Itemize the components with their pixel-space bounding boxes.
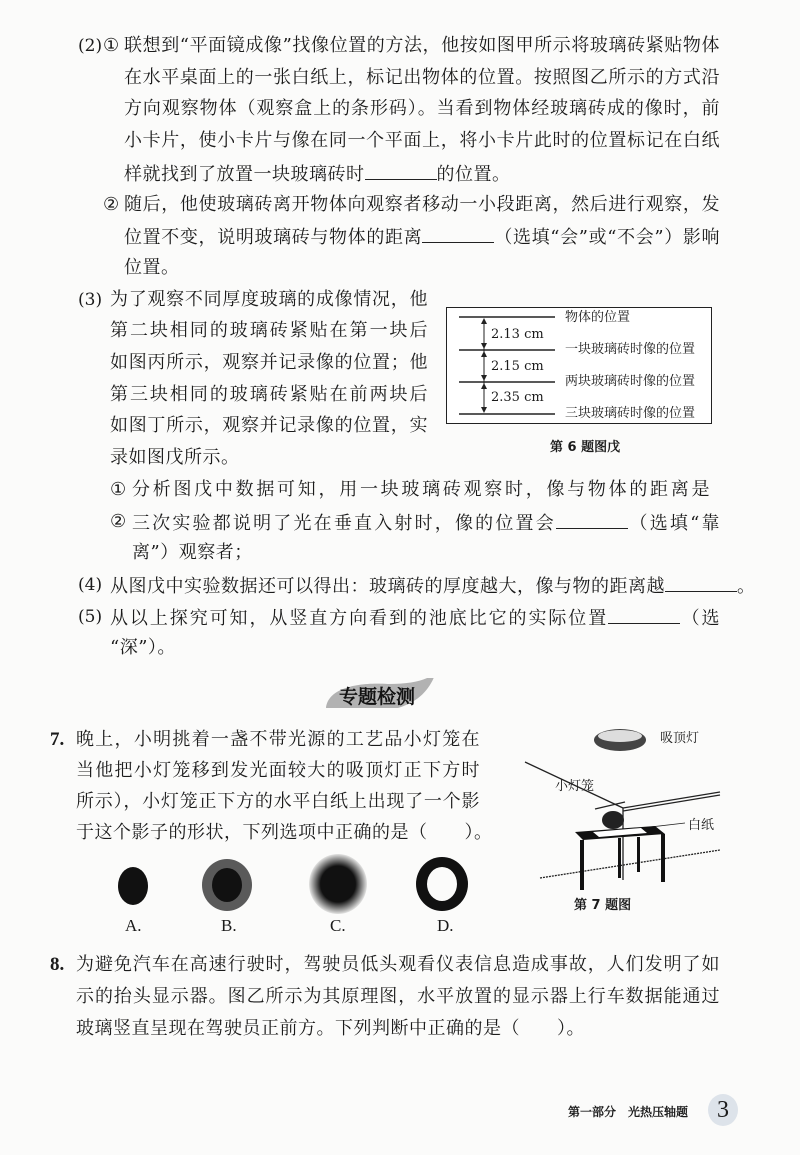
text-segment: 第三块相同的玻璃砖紧贴在前两块后 [110,384,428,405]
step-number: ① [103,35,120,56]
position-label: 物体的位置 [565,310,631,325]
text-segment: 如图丙所示，观察并记录像的位置；他 [110,352,428,373]
answer-blank[interactable] [665,573,737,592]
option-c-shadow [309,854,367,914]
text-segment: 为了观察不同厚度玻璃的成像情况，他 [110,289,428,310]
question-text-line: 晚上，小明挑着一盏不带光源的工艺品小灯笼在 [76,729,480,750]
option-c-label: C. [330,916,346,935]
question-text-line: 于这个影子的形状，下列选项中正确的是（ ）。 [76,822,493,843]
shadow-options [100,850,480,920]
table-icon [575,826,665,890]
text-line [110,573,756,597]
question-text-line: 玻璃竖直呈现在驾驶员正前方。下列判断中正确的是（ ）。 [76,1018,585,1039]
text-line [110,446,240,470]
option-b-shadow-core [212,868,242,902]
answer-blank[interactable] [365,161,437,180]
option-b-label: B. [221,916,237,935]
text-line [110,319,428,343]
text-segment: 如图丁所示，观察并记录像的位置，实 [110,415,428,436]
paper-label: 白纸 [688,818,715,833]
distance-label: 2.13 cm [491,327,544,342]
option-d-shadow-hole [427,867,457,901]
figure-6-wu [446,307,712,424]
position-label: 两块玻璃砖时像的位置 [565,374,696,389]
text-segment: 方向观察物体（观察盒上的条形码）。当看到物体经玻璃砖成的像时，前 [124,98,720,119]
text-segment: 随后，他使玻璃砖离开物体向观察者移动一小段距离，然后进行观察，发 [124,194,720,215]
text-line [132,510,720,534]
text-segment: 分析图戊中数据可知，用一块玻璃砖观察时，像与物体的距离是 [132,479,710,500]
question-text-line: 当他把小灯笼移到发光面较大的吸顶灯正下方时 [76,760,480,781]
question-text-line: 示的抬头显示器。图乙所示为其原理图，水平放置的显示器上行车数据能通过 [76,986,720,1007]
figure-6-caption: 第 6 题图戊 [550,440,621,455]
text-line [124,193,720,217]
position-label: 三块玻璃砖时像的位置 [565,406,696,421]
text-segment: 联想到“平面镜成像”找像位置的方法，他按如图甲所示将玻璃砖紧贴物体 [124,35,720,56]
text-line [124,161,511,185]
sub-question-number: (5) [78,607,103,627]
text-segment: 第二块相同的玻璃砖紧贴在第一块后 [110,320,428,341]
figure-7-illustration [515,720,735,895]
text-line [124,256,180,280]
text-segment: 位置。 [124,257,180,278]
text-line [124,129,720,153]
question-text-line: 所示），小灯笼正下方的水平白纸上出现了一个影 [76,791,480,812]
step-number: ② [103,194,120,215]
text-line [110,288,428,312]
text-segment: （选 [680,608,720,629]
sub-question-number: (4) [78,575,103,595]
answer-blank[interactable] [608,605,680,624]
text-segment: 从图戊中实验数据还可以得出：玻璃砖的厚度越大，像与物的距离越 [110,576,665,597]
text-line [110,636,176,660]
text-segment: 三次实验都说明了光在垂直入射时，像的位置会 [132,513,556,534]
text-line [124,66,720,90]
lantern-icon [602,811,624,829]
text-line [110,605,720,629]
text-line [110,383,428,407]
sub-question-number: (3) [78,290,103,310]
distance-label: 2.15 cm [491,359,544,374]
page-number: 3 [708,1094,738,1126]
text-line [132,478,710,502]
text-segment: 从以上探究可知，从竖直方向看到的池底比它的实际位置 [110,608,609,629]
text-segment: 样就找到了放置一块玻璃砖时 [124,164,365,185]
text-line [110,414,428,438]
answer-blank[interactable] [556,510,628,529]
text-segment: 的位置。 [436,164,511,185]
text-line [124,34,720,58]
text-line [110,351,428,375]
text-segment: 录如图戊所示。 [110,447,240,468]
position-label: 一块玻璃砖时像的位置 [565,342,696,357]
text-segment: 在水平桌面上的一张白纸上，标记出物体的位置。按照图乙所示的方式沿 [124,67,720,88]
text-segment: 位置不变，说明玻璃砖与物体的距离 [124,227,423,248]
text-line [124,97,720,121]
figure-7-caption: 第 7 题图 [574,898,632,913]
text-segment: 离”）观察者； [132,542,253,563]
text-segment: （选填“靠 [627,513,720,534]
option-a-shadow [118,867,148,905]
step-number: ② [110,511,127,532]
text-segment: 小卡片，使小卡片与像在同一个平面上，将小卡片此时的位置标记在白纸 [124,130,720,151]
option-a-label: A. [125,916,142,935]
question-number: 7. [50,729,65,750]
text-line [132,541,253,565]
question-number: 8. [50,954,65,975]
section-title: 专题检测 [338,686,415,708]
distance-label: 2.35 cm [491,390,544,405]
option-d-label: D. [437,916,454,935]
answer-blank[interactable] [422,224,494,243]
lantern-label: 小灯笼 [555,779,595,794]
text-segment: （选填“会”或“不会”）影响 [494,227,720,248]
text-line [124,224,720,248]
footer-section-title: 第一部分 光热压轴题 [568,1105,689,1119]
text-segment: “深”）。 [110,637,176,658]
lamp-label: 吸顶灯 [660,731,700,746]
section-banner [318,678,436,712]
text-segment: 。 [737,576,756,597]
sub-question-number: (2) [78,36,103,56]
step-number: ① [110,479,127,500]
question-text-line: 为避免汽车在高速行驶时，驾驶员低头观看仪表信息造成事故，人们发明了如 [76,954,720,975]
